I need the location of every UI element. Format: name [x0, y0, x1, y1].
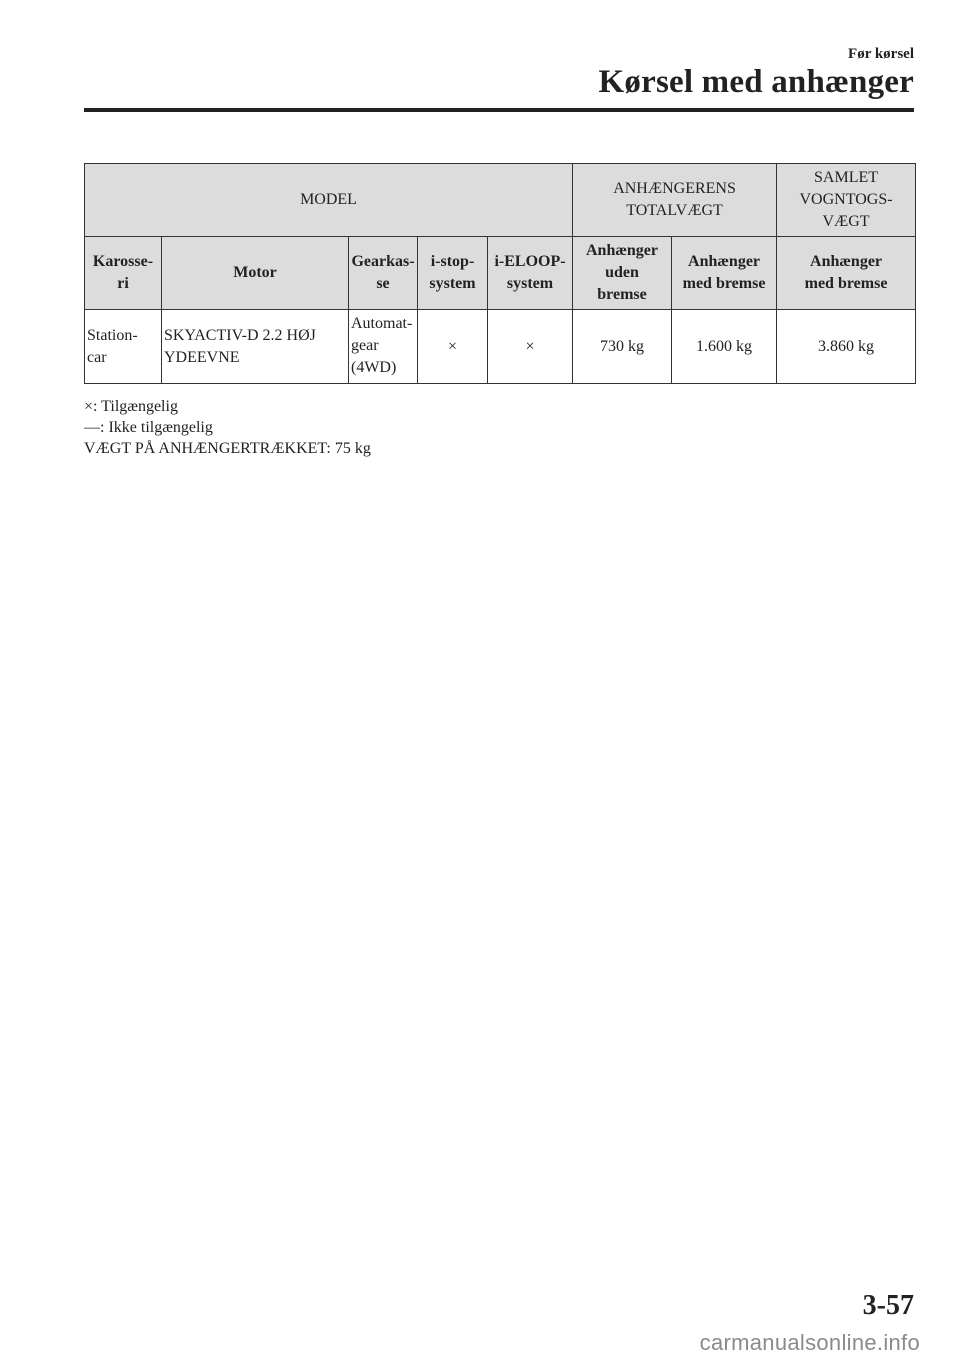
cell-istop: ×: [418, 310, 488, 384]
cell-gearbox: Automat- gear (4WD): [349, 310, 418, 384]
page-title: Kørsel med anhænger: [598, 64, 914, 100]
column-header-gearbox: Gearkas- se: [349, 237, 418, 310]
column-header-body: Karosse- ri: [85, 237, 162, 310]
cell-body: Station- car: [85, 310, 162, 384]
column-header-unbraked-trailer: Anhænger uden bremse: [573, 237, 672, 310]
cell-ieloop: ×: [488, 310, 573, 384]
table-row: [85, 310, 916, 384]
section-label: Før kørsel: [848, 46, 914, 62]
column-header-combined-braked-trailer: Anhænger med bremse: [777, 237, 916, 310]
cell-engine: SKYACTIV-D 2.2 HØJ YDEEVNE: [162, 310, 349, 384]
page-number: 3-57: [862, 1290, 914, 1321]
footnote-not-available: —: Ikke tilgængelig: [84, 419, 213, 436]
watermark: carmanualsonline.info: [699, 1330, 920, 1355]
header-divider: [84, 108, 914, 112]
header-trailer-total-weight: ANHÆNGERENS TOTALVÆGT: [573, 164, 777, 237]
header-combined-weight: SAMLET VOGNTOGS- VÆGT: [777, 164, 916, 237]
column-header-istop: i-stop- system: [418, 237, 488, 310]
column-header-ieloop: i-ELOOP- system: [488, 237, 573, 310]
column-header-engine: Motor: [162, 237, 349, 310]
towing-spec-table: [84, 163, 916, 384]
table-footnotes: [84, 396, 371, 459]
footnote-available: ×: Tilgængelig: [84, 398, 178, 415]
table-group-header-row: [85, 164, 916, 237]
cell-braked-weight: 1.600 kg: [672, 310, 777, 384]
column-header-braked-trailer: Anhænger med bremse: [672, 237, 777, 310]
table-column-header-row: [85, 237, 916, 310]
footnote-hitch-weight: VÆGT PÅ ANHÆNGERTRÆKKET: 75 kg: [84, 440, 371, 457]
header-model: MODEL: [85, 164, 573, 237]
cell-combined-weight: 3.860 kg: [777, 310, 916, 384]
cell-unbraked-weight: 730 kg: [573, 310, 672, 384]
